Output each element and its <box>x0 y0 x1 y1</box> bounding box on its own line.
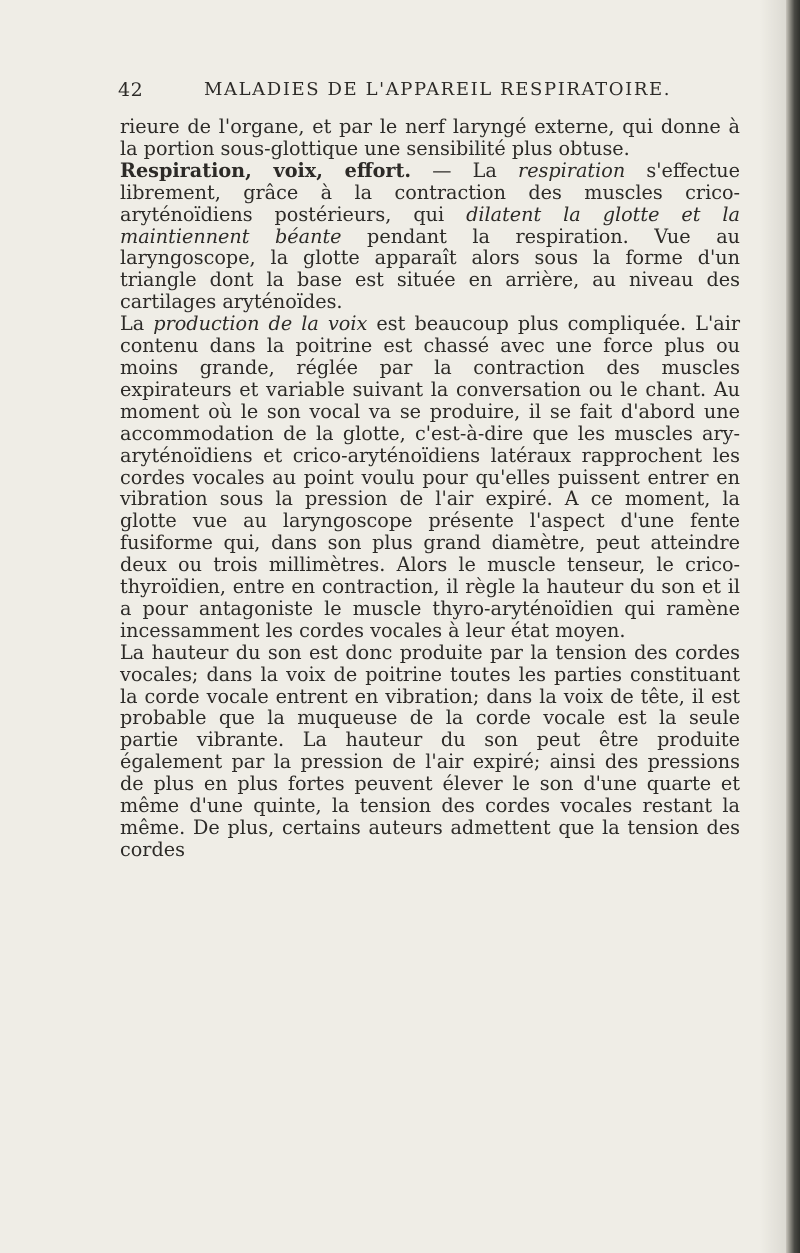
page-header <box>118 79 738 111</box>
paragraph-1: rieure de l'organe, et par le nerf laryngé externe, qui donne à la portion sous-glottique une sensibilité plus obtuse. <box>120 115 740 160</box>
body-text <box>120 116 740 861</box>
paragraph-3: La production de la voix est beaucoup plus compliquée. L'air contenu dans la poitrine est chassé avec une force plus ou moins grande, réglée par la contraction des muscles expirateurs et variable suivant la conversation ou le chant. Au moment où le son vocal va se produire, il se fait d'abord une accommodation de la glotte, c'est-à-dire que les muscles ary-aryténoïdiens et crico-aryténoïdiens latéraux rapprochent les cordes vocales au point voulu pour qu'elles puissent entrer en vibration sous la pression de l'air expiré. A ce moment, la glotte vue au laryngoscope présente l'aspect d'une fente fusiforme qui, dans son plus grand diamètre, peut atteindre deux ou trois millimètres. Alors le muscle tenseur, le crico-thyroïdien, entre en contraction, il règle la hauteur du son et il a pour antagoniste le muscle thyro-aryténoïdien qui ramène incessamment les cordes vocales à leur état moyen. <box>120 312 741 642</box>
paragraph-2: Respiration, voix, effort. — La respiration s'effectue librement, grâce à la contraction des muscles crico-aryténoïdiens postérieurs, qui dilatent la glotte et la maintiennent béante pendant la respiration. Vue au laryngoscope, la glotte apparaît alors sous la forme d'un triangle dont la base est située en arrière, au niveau des cartilages aryténoïdes. <box>120 158 741 314</box>
page-gutter-shadow <box>760 0 788 1253</box>
section-heading: Respiration, voix, effort. <box>120 158 412 182</box>
page-number: 42 <box>118 79 144 101</box>
paragraph-4: La hauteur du son est donc produite par la tension des cordes vocales; dans la voix de poitrine toutes les parties constituant la corde vocale entrent en vibration; dans la voix de tête, il est probable que la muqueuse de la corde vocale est la seule partie vibrante. La hauteur du son peut être produite également par la pression de l'air expiré; ainsi des pressions de plus en plus fortes peuvent élever le son d'une quarte et même d'une quinte, la tension des cordes vocales restant la même. De plus, certains auteurs admettent que la tension des cordes <box>120 640 740 861</box>
running-title: MALADIES DE L'APPAREIL RESPIRATOIRE. <box>204 79 672 100</box>
book-spine-edge <box>786 0 800 1253</box>
